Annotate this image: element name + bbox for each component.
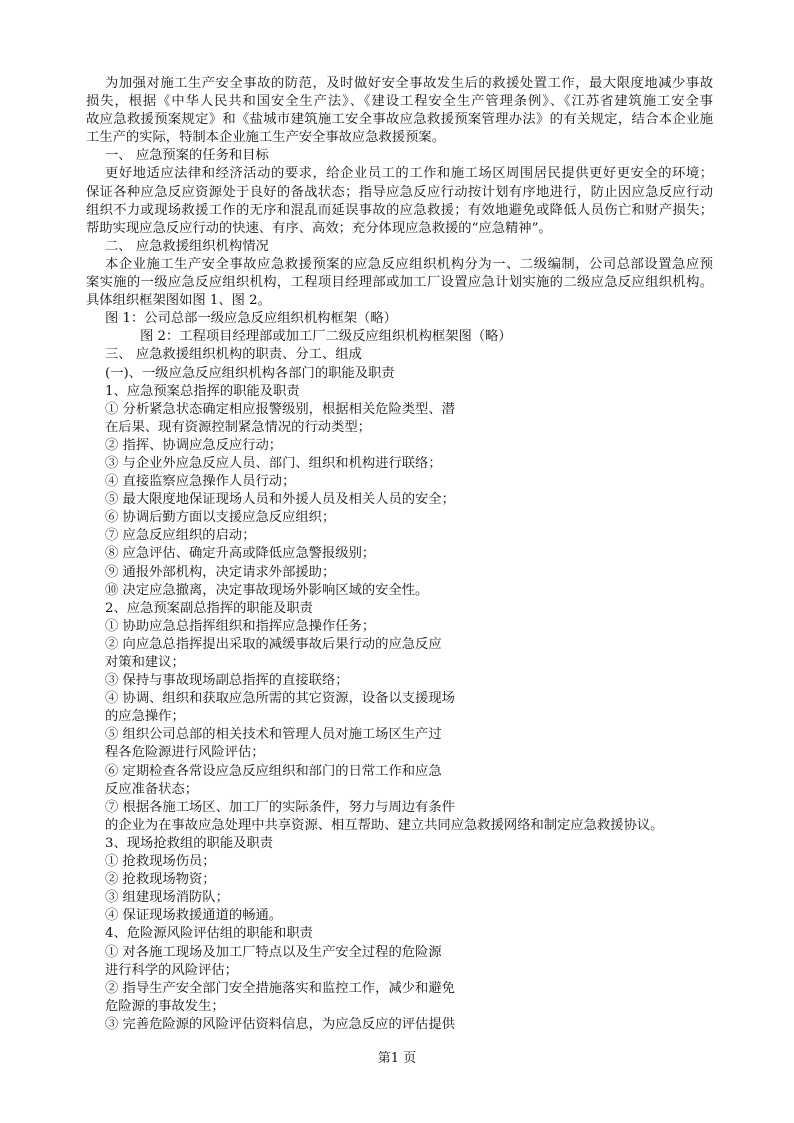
- text-line: ③ 保持与事故现场副总指挥的直接联络；: [105, 673, 349, 689]
- text-line: ⑥ 定期检查各常设应急反应组织和部门的日常工作和应急: [105, 763, 442, 779]
- text-line: 更好地适应法律和经济活动的要求，给企业员工的工作和施工场区周围居民提供更好更安全的环境；: [105, 166, 713, 182]
- text-line: (一)、一级应急反应组织机构各部门的职能及职责: [105, 365, 395, 381]
- text-line: ② 指挥、协调应急反应行动；: [105, 437, 283, 453]
- text-line: ⑤ 组织公司总部的相关技术和管理人员对施工场区生产过: [105, 727, 442, 743]
- text-line: 危险源的事故发生；: [105, 998, 225, 1014]
- text-line: ① 分析紧急状态确定相应报警级别，根据相关危险类型、潜: [105, 401, 455, 417]
- text-line: ⑧ 应急评估、确定升高或降低应急警报级别；: [105, 546, 376, 562]
- text-line: ③ 完善危险源的风险评估资料信息，为应急反应的评估提供: [105, 1016, 455, 1032]
- text-line: 案实施的一级应急反应组织机构，工程项目经理部或加工厂设置应急计划实施的二级应急反应组织机构。: [86, 275, 713, 291]
- text-line: 二、 应急救援组织机构情况: [105, 238, 269, 254]
- text-line: ⑦ 根据各施工场区、加工厂的实际条件，努力与周边有条件: [105, 799, 455, 815]
- text-line: ② 抢救现场物资；: [105, 872, 216, 888]
- text-line: 本企业施工生产安全事故应急救援预案的应急反应组织机构分为一、二级编制，公司总部设置急应预: [105, 256, 713, 272]
- text-line: ⑤ 最大限度地保证现场人员和外援人员及相关人员的安全；: [105, 492, 455, 508]
- text-line: ⑨ 通报外部机构，决定请求外部援助；: [105, 564, 336, 580]
- text-line: ⑩ 决定应急撤离，决定事故现场外影响区域的安全性。: [105, 582, 429, 598]
- text-line: 2、应急预案副总指挥的职能及职责: [105, 600, 313, 616]
- text-line: 程各危险源进行风险评估；: [105, 745, 265, 761]
- text-line: ① 抢救现场伤员；: [105, 854, 216, 870]
- text-line: ④ 直接监察应急操作人员行动；: [105, 474, 296, 490]
- text-line: 图 1：公司总部一级应急反应组织机构框架（略）: [105, 311, 397, 327]
- text-line: 4、危险源风险评估组的职能和职责: [105, 926, 313, 942]
- text-line: ① 对各施工现场及加工厂特点以及生产安全过程的危险源: [105, 944, 442, 960]
- text-line: 保证各种应急反应资源处于良好的备战状态；指导应急反应行动按计划有序地进行，防止因应急反应行动: [86, 184, 713, 200]
- text-line: 的企业为在事故应急处理中共享资源、相互帮助、建立共同应急救援网络和制定应急救援协议。: [105, 817, 664, 833]
- text-line: 具体组织框架图如图 1、图 2。: [86, 293, 271, 309]
- text-line: 1、应急预案总指挥的职能及职责: [105, 383, 300, 399]
- text-line: 组织不力或现场救援工作的无序和混乱而延误事故的应急救援；有效地避免或降低人员伤亡和财产损失；: [86, 202, 713, 218]
- text-line: 在后果、现有资源控制紧急情况的行动类型；: [105, 419, 371, 435]
- text-line: ③ 与企业外应急反应人员、部门、组织和机构进行联络；: [105, 455, 442, 471]
- text-line: ④ 协调、组织和获取应急所需的其它资源，设备以支援现场: [105, 691, 455, 707]
- text-line: ④ 保证现场救援通道的畅通。: [105, 908, 283, 924]
- text-line: 三、 应急救援组织机构的职责、分工、组成: [105, 347, 362, 363]
- text-line: 反应准备状态；: [105, 781, 199, 797]
- text-line: 进行科学的风险评估；: [105, 962, 238, 978]
- text-line: ⑦ 应急反应组织的启动；: [105, 528, 256, 544]
- text-line: ② 指导生产安全部门安全措施落实和监控工作，减少和避免: [105, 980, 455, 996]
- document-body: [86, 75, 713, 1034]
- page-number: 第1 页: [377, 1051, 417, 1066]
- text-line: ⑥ 协调后勤方面以支援应急反应组织；: [105, 510, 336, 526]
- text-line: 3、现场抢救组的职能及职责: [105, 835, 274, 851]
- text-line: 一、 应急预案的任务和目标: [105, 148, 269, 164]
- text-line: ② 向应急总指挥提出采取的减缓事故后果行动的应急反应: [105, 636, 442, 652]
- text-line: 损失，根据《中华人民共和国安全生产法》、《建设工程安全生产管理条例》、《江苏省建筑施工安全事: [86, 94, 713, 110]
- text-line: 帮助实现应急反应行动的快速、有序、高效；充分体现应急救援的“应急精神”。: [86, 220, 552, 236]
- text-line: 故应急救援预案规定》和《盐城市建筑施工安全事故应急救援预案管理办法》的有关规定，结合本企业施: [86, 112, 713, 128]
- text-line: 的应急操作；: [105, 709, 185, 725]
- text-line: 对策和建议；: [105, 655, 185, 670]
- text-line: 工生产的实际，特制本企业施工生产安全事故应急救援预案。: [86, 130, 446, 146]
- text-line: ① 协助应急总指挥组织和指挥应急操作任务；: [105, 618, 376, 634]
- text-line: 为加强对施工生产安全事故的防范，及时做好安全事故发生后的救援处置工作，最大限度地减少事故: [105, 76, 713, 91]
- text-line: 图 2：工程项目经理部或加工厂二级反应组织机构框架图（略）: [140, 329, 512, 345]
- text-line: ③ 组建现场消防队；: [105, 890, 229, 906]
